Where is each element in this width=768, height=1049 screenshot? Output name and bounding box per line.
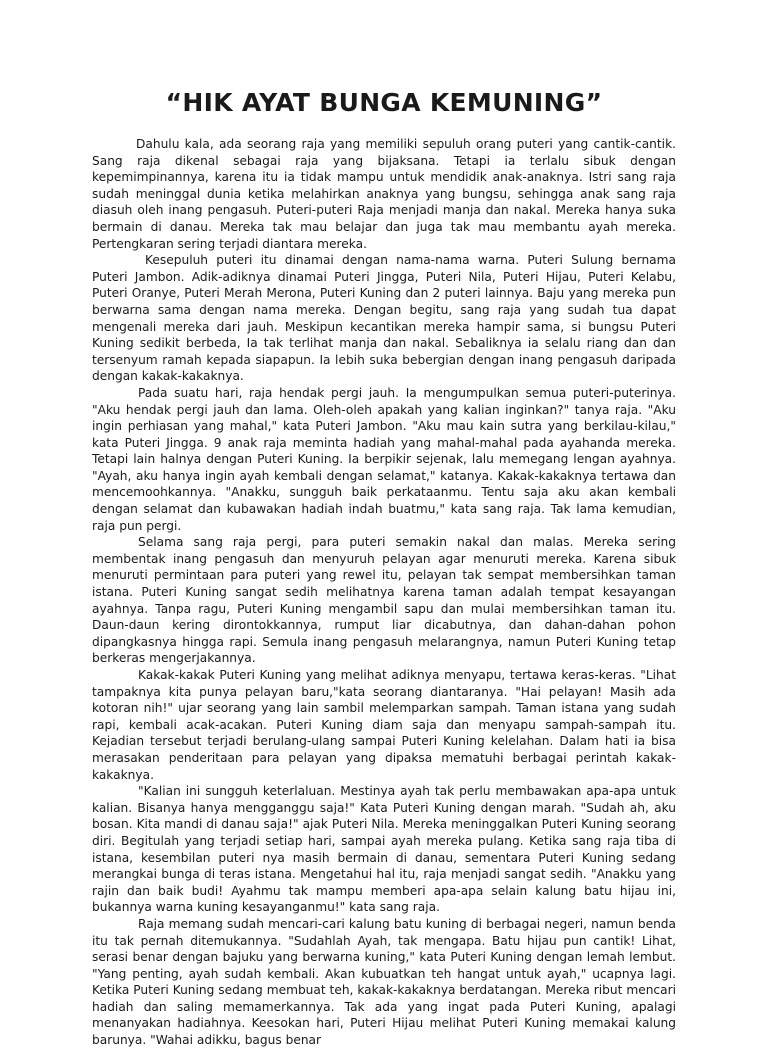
paragraph-3: Pada suatu hari, raja hendak pergi jauh. Ia mengumpulkan semua puteri-puterinya. "Aku hendak pergi jauh dan lama. Oleh-oleh apakah yang kalian inginkan?" tanya raja. "Aku ingin perhiasan yang mahal," kata Puteri Jambon. "Aku mau kain sutra yang berkilau-kilau," kata Puteri Jingga. 9 anak raja meminta hadiah yang mahal-mahal pada ayahanda mereka. Tetapi lain halnya dengan Puteri Kuning. Ia berpikir sejenak, lalu memegang lengan ayahnya. "Ayah, aku hanya ingin ayah kembali dengan selamat," katanya. Kakak-kakaknya tertawa dan mencemoohkannya. "Anakku, sungguh baik perkataanmu. Tentu saja aku akan kembali dengan selamat dan kubawakan hadiah indah buatmu," kata sang raja. Tak lama kemudian, raja pun pergi. xyxy=(92,385,676,533)
document-body xyxy=(92,136,676,1049)
paragraph-2: Kesepuluh puteri itu dinamai dengan nama-nama warna. Puteri Sulung bernama Puteri Jambon. Adik-adiknya dinamai Puteri Jingga, Puteri Nila, Puteri Hijau, Puteri Kelabu, Puteri Oranye, Puteri Merah Merona, Puteri Kuning dan 2 puteri lainnya. Baju yang mereka pun berwarna sama dengan nama mereka. Dengan begitu, sang raja yang sudah tua dapat mengenali mereka dari jauh. Meskipun kecantikan mereka hampir sama, si bungsu Puteri Kuning sedikit berbeda, Ia tak terlihat manja dan nakal. Sebaliknya ia selalu riang dan dan tersenyum ramah kepada siapapun. Ia lebih suka bebergian dengan inang pengasuh daripada dengan kakak-kakaknya. xyxy=(92,253,676,384)
paragraph-1: Dahulu kala, ada seorang raja yang memiliki sepuluh orang puteri yang cantik-cantik. Sang raja dikenal sebagai raja yang bijaksana. Tetapi ia terlalu sibuk dengan kepemimpinannya, karena itu ia tidak mampu untuk mendidik anak-anaknya. Istri sang raja sudah meninggal dunia ketika melahirkan anaknya yang bungsu, sehingga anak sang raja diasuh oleh inang pengasuh. Puteri-puteri Raja menjadi manja dan nakal. Mereka hanya suka bermain di danau. Mereka tak mau belajar dan juga tak mau membantu ayah mereka. Pertengkaran sering terjadi diantara mereka. xyxy=(92,137,676,251)
document-title: “HIK AYAT BUNGA KEMUNING” xyxy=(165,88,603,117)
paragraph-6: "Kalian ini sungguh keterlaluan. Mestinya ayah tak perlu membawakan apa-apa untuk kalian. Bisanya hanya mengganggu saja!" Kata Puteri Kuning dengan marah. "Sudah ah, aku bosan. Kita mandi di danau saja!" ajak Puteri Nila. Mereka meninggalkan Puteri Kuning seorang diri. Begitulah yang terjadi setiap hari, sampai ayah mereka pulang. Ketika sang raja tiba di istana, kesembilan puteri nya masih bermain di danau, sementara Puteri Kuning sedang merangkai bunga di teras istana. Mengetahui hal itu, raja menjadi sangat sedih. "Anakku yang rajin dan baik budi! Ayahmu tak mampu memberi apa-apa selain kalung batu hijau ini, bukannya warna kuning kesayanganmu!" kata sang raja. xyxy=(92,784,676,915)
paragraph-5: Kakak-kakak Puteri Kuning yang melihat adiknya menyapu, tertawa keras-keras. "Lihat tampaknya kita punya pelayan baru,"kata seorang diantaranya. "Hai pelayan! Masih ada kotoran nih!" ujar seorang yang lain sambil melemparkan sampah. Taman istana yang sudah rapi, kembali acak-acakan. Puteri Kuning diam saja dan menyapu sampah-sampah itu. Kejadian tersebut terjadi berulang-ulang sampai Puteri Kuning kelelahan. Dalam hati ia bisa merasakan penderitaan para pelayan yang dipaksa mematuhi berbagai perintah kakak-kakaknya. xyxy=(92,668,676,782)
paragraph-4: Selama sang raja pergi, para puteri semakin nakal dan malas. Mereka sering membentak inang pengasuh dan menyuruh pelayan agar menuruti mereka. Karena sibuk menuruti permintaan para puteri yang rewel itu, pelayan tak sempat membersihkan taman istana. Puteri Kuning sangat sedih melihatnya karena taman adalah tempat kesayangan ayahnya. Tanpa ragu, Puteri Kuning mengambil sapu dan mulai membersihkan taman itu. Daun-daun kering dirontokkannya, rumput liar dicabutnya, dan dahan-dahan pohon dipangkasnya hingga rapi. Semula inang pengasuh melarangnya, namun Puteri Kuning tetap berkeras mengerjakannya. xyxy=(92,535,676,666)
paragraph-7: Raja memang sudah mencari-cari kalung batu kuning di berbagai negeri, namun benda itu tak pernah ditemukannya. "Sudahlah Ayah, tak mengapa. Batu hijau pun cantik! Lihat, serasi benar dengan bajuku yang berwarna kuning," kata Puteri Kuning dengan lemah lembut. "Yang penting, ayah sudah kembali. Akan kubuatkan teh hangat untuk ayah," ucapnya lagi. Ketika Puteri Kuning sedang membuat teh, kakak-kakaknya berdatangan. Mereka ribut mencari hadiah dan saling memamerkannya. Tak ada yang ingat pada Puteri Kuning, apalagi menanyakan hadiahnya. Keesokan hari, Puteri Hijau melihat Puteri Kuning memakai kalung barunya. "Wahai adikku, bagus benar xyxy=(92,916,676,1048)
